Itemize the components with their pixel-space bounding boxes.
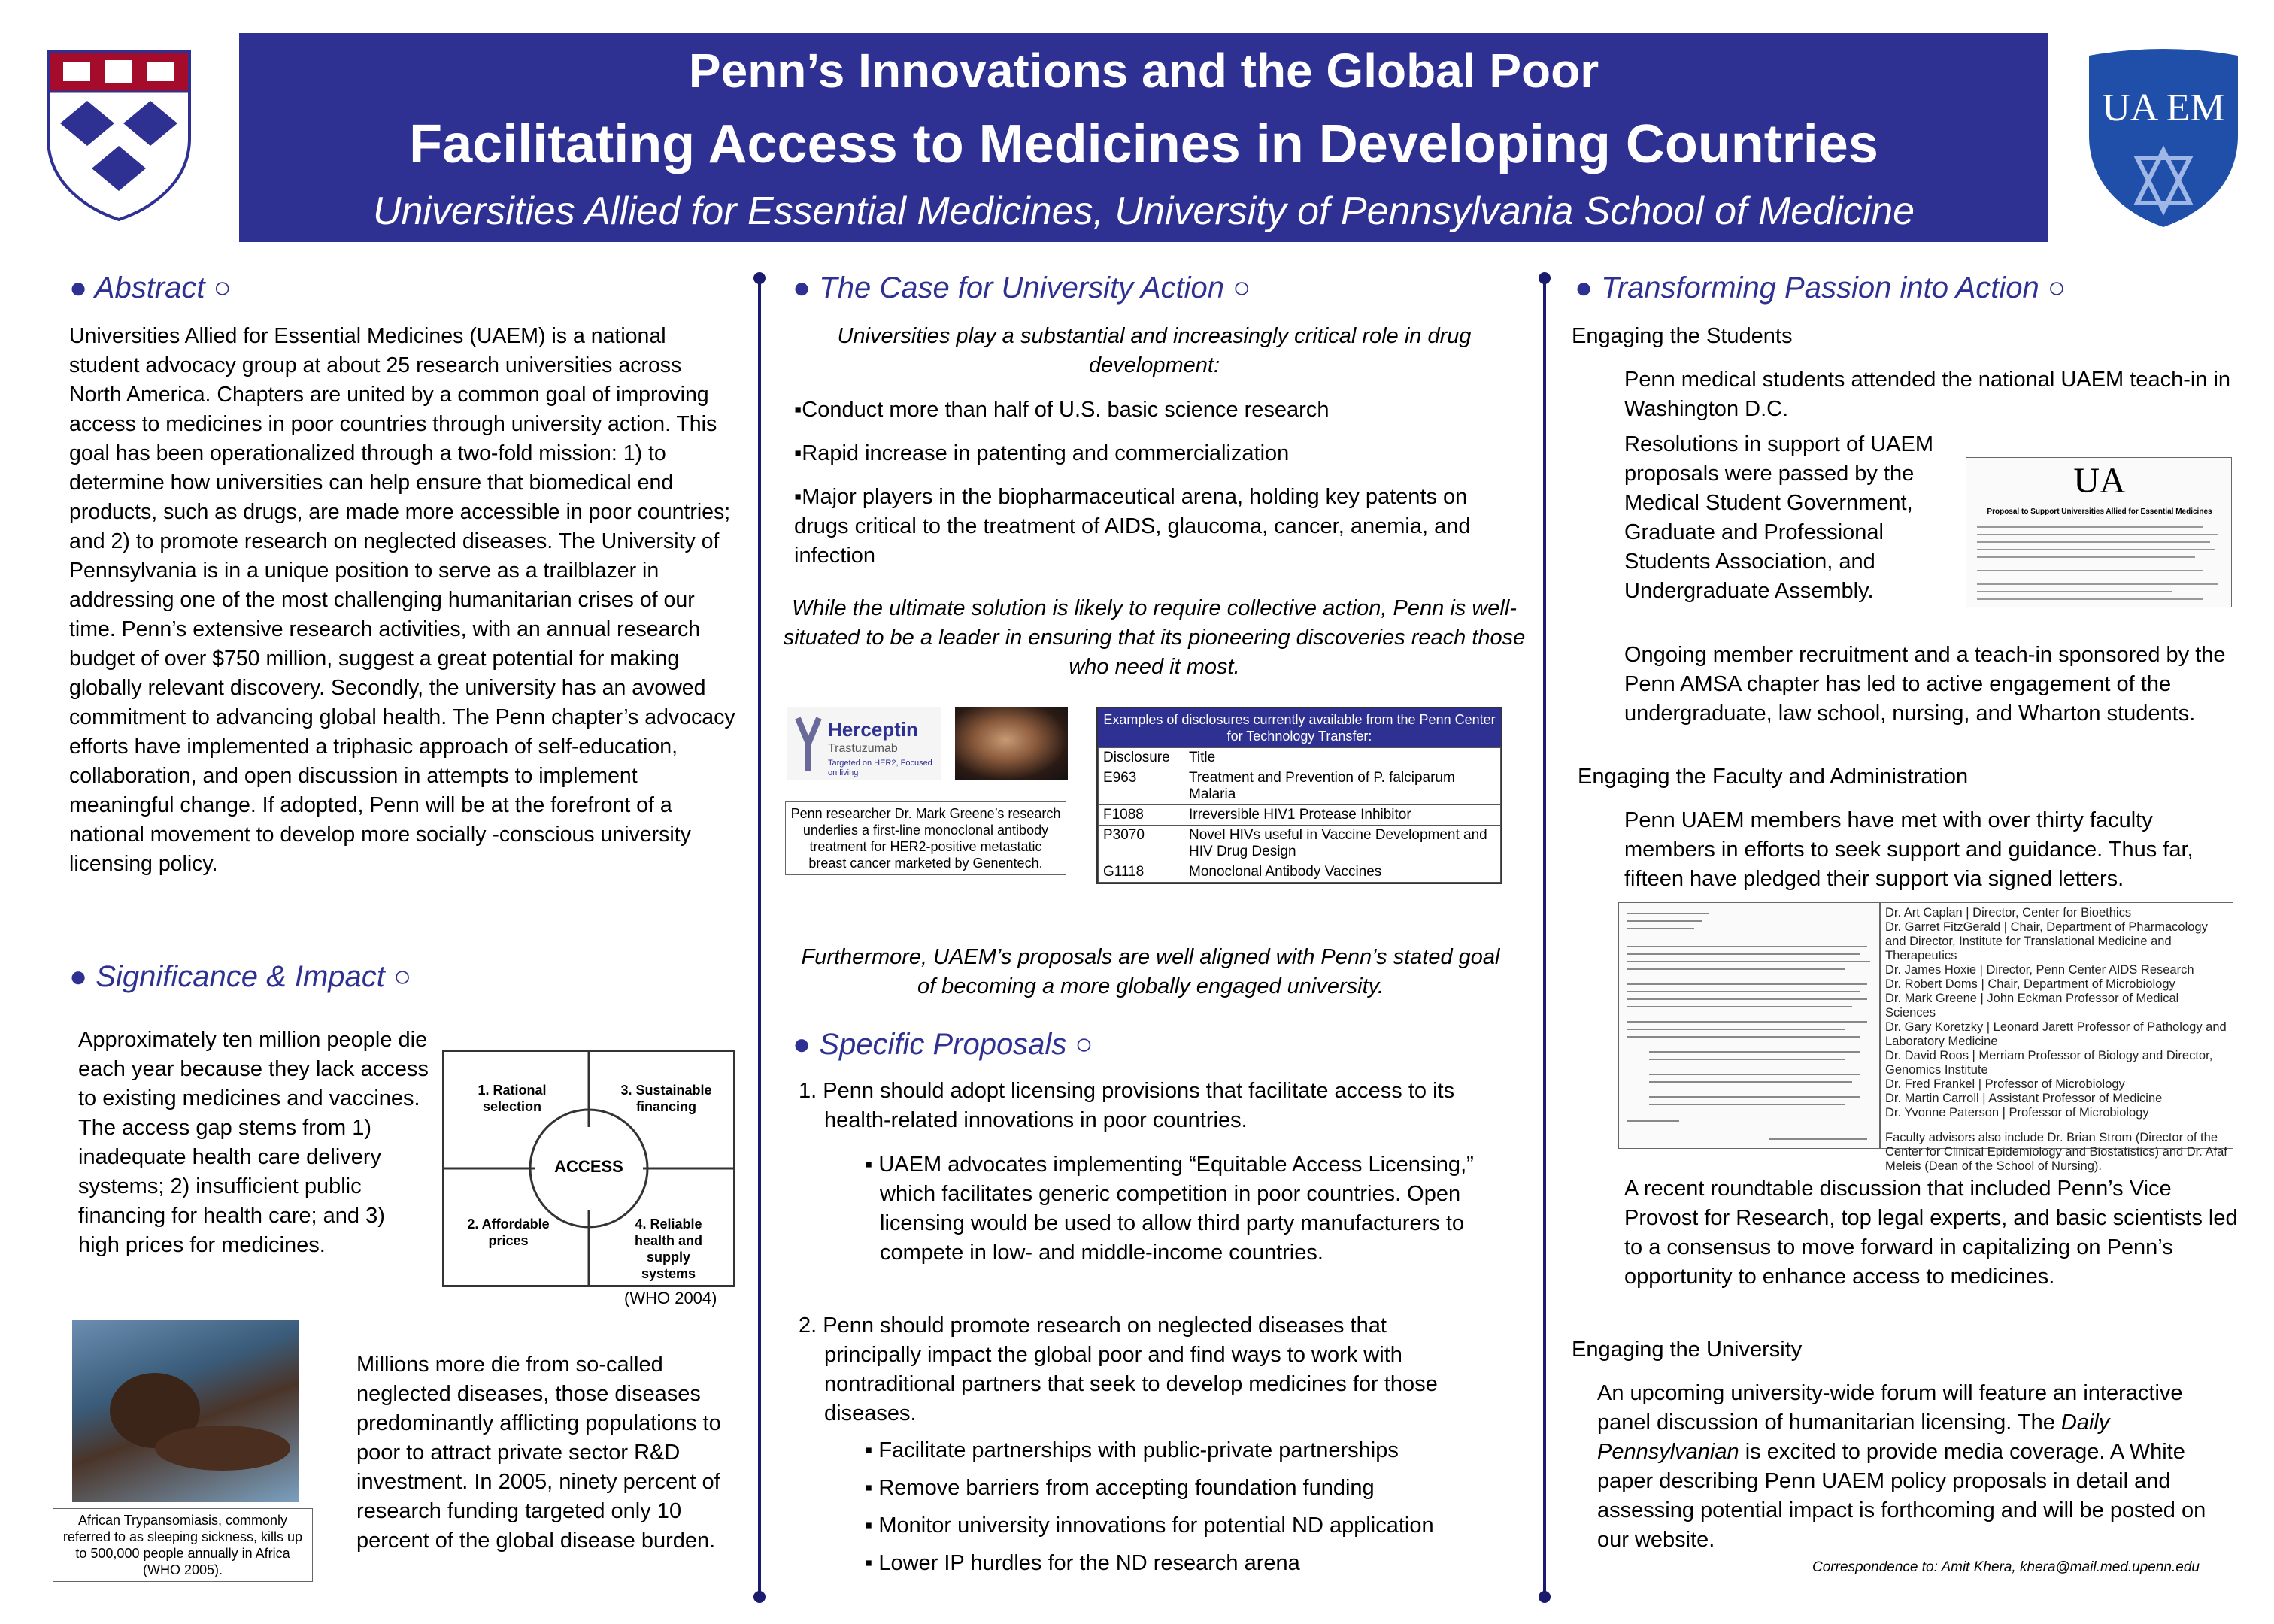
significance-para2: Millions more die from so-called neglected diseases, those diseases predominantly afflicting populations to poor to attract private sector R&D investment. In 2005, ninety percent of research funding targeted only 10 percent of the global disease burden.	[356, 1353, 721, 1553]
table-header: Title	[1184, 748, 1501, 768]
list-item: Dr. Mark Greene | John Eckman Professor of Medical Sciences	[1885, 992, 2179, 1020]
resolution-title: Proposal to Support Universities Allied for Essential Medicines	[1987, 508, 2212, 516]
greene-caption: Penn researcher Dr. Mark Greene’s research underlies a first-line monoclonal antibody treatment for HER2-positive metastatic breast cancer marketed by Genentech.	[785, 801, 1066, 875]
list-item: Dr. Fred Frankel | Professor of Microbiology	[1885, 1077, 2125, 1091]
table-row	[1099, 768, 1501, 805]
poster-byline: Universities Allied for Essential Medicines, University of Pennsylvania School of Medicine	[372, 189, 1915, 233]
proposal-2-bullet-2: ▪ Remove barriers from accepting foundation funding	[865, 1476, 1375, 1500]
case-furthermore: Furthermore, UAEM’s proposals are well aligned with Penn’s stated goal of becoming a more globally engaged university.	[801, 945, 1500, 998]
university-text-b: is excited to provide media coverage. A White paper describing Penn UAEM policy proposals in detail and assessing potential impact is forthcoming and will be posted on our website.	[1597, 1440, 2206, 1552]
list-item: Dr. David Roos | Merriam Professor of Biology and Director, Genomics Institute	[1885, 1049, 2213, 1077]
column-divider-left	[758, 278, 761, 1597]
table-cell: Monoclonal Antibody Vaccines	[1184, 862, 1501, 883]
abstract-body: Universities Allied for Essential Medicines (UAEM) is a national student advocacy group at about 25 research universities across North America. Chapters are united by a common goal of improving access to medicines in poor countries through university action. This goal has been operationalized through a two-fold mission: 1) to determine how universities can help ensure that biomedical end products, such as drugs, are made more accessible in poor countries; and 2) to promote research on neglected diseases. The University of Pennsylvania is in a unique position to serve as a trailblazer in addressing one of the most challenging humanitarian crises of our time. Penn’s extensive research activities, with an annual research budget of over $750 million, suggest a great potential for making globally relevant discovery. Secondly, the university has an avowed commitment to advancing global health. The Penn chapter’s advocacy efforts have implemented a triphasic approach of self-education, collaboration, and open discussion in attempts to implement meaningful change. If adopted, Penn will be at the forefront of a national movement to develop more socially -conscious university licensing policy.	[69, 324, 735, 876]
proposal-2-bullet-4: ▪ Lower IP hurdles for the ND research arena	[865, 1551, 1300, 1575]
case-bullet-1: ▪Conduct more than half of U.S. basic science research	[794, 398, 1330, 422]
column-divider-right	[1543, 278, 1546, 1597]
significance-para1: Approximately ten million people die each year because they lack access to existing medicines and vaccines. The access gap stems from 1) inadequate health care delivery systems; 2) insufficient public financing for health care; and 3) high prices for medicines.	[78, 1028, 429, 1257]
university-item	[1597, 1379, 2238, 1555]
significance-heading: ● Significance & Impact ○	[69, 960, 412, 993]
table-cell: Irreversible HIV1 Protease Inhibitor	[1184, 805, 1501, 826]
students-item-2: Resolutions in support of UAEM proposals were passed by the Medical Student Government, Graduate and Professional Students Association, and Undergraduate Assembly.	[1624, 432, 1934, 603]
proposals-heading: ● Specific Proposals ○	[793, 1028, 1093, 1061]
uaem-logo-text: UA EM	[2102, 86, 2225, 129]
proposal-1-bullet: ▪ UAEM advocates implementing “Equitable Access Licensing,” which facilitates generic competition in poor countries. Open licensing would be used to allow third party manufacturers to compete in low- and middle-income countries.	[865, 1153, 1474, 1265]
herceptin-logo	[787, 707, 941, 780]
list-item: Dr. James Hoxie | Director, Penn Center AIDS Research	[1885, 963, 2194, 977]
signed-letter-document	[1618, 902, 1880, 1149]
table-cell: E963	[1099, 768, 1184, 805]
table-cell: Treatment and Prevention of P. falciparum Malaria	[1184, 768, 1501, 805]
proposal-2-bullet-1: ▪ Facilitate partnerships with public-private partnerships	[865, 1438, 1399, 1462]
puzzle-piece-4: 4. Reliable health and supply systems	[634, 1216, 702, 1281]
faculty-supporters-list	[1880, 902, 2233, 1173]
resolution-logo: UA	[2073, 461, 2126, 501]
list-item: Dr. Yvonne Paterson | Professor of Microbiology	[1885, 1106, 2149, 1120]
students-item-1: Penn medical students attended the national UAEM teach-in in Washington D.C.	[1624, 368, 2231, 421]
list-item: Dr. Martin Carroll | Assistant Professor of Medicine	[1885, 1092, 2163, 1105]
disclosures-table	[1096, 707, 1502, 884]
faculty-advisors-note: Faculty advisors also include Dr. Brian Strom (Director of the Center for Clinical Epidemiology and Biostatistics) and Dr. Afaf Meleis (Dean of the School of Nursing).	[1885, 1131, 2227, 1173]
title-banner	[239, 33, 2048, 242]
table-header-row	[1099, 748, 1501, 768]
list-item: Dr. Gary Koretzky | Leonard Jarett Professor of Pathology and Laboratory Medicine	[1885, 1020, 2227, 1048]
herceptin-tagline: Targeted on HER2, Focused on living	[828, 759, 932, 777]
abstract-heading: ● Abstract ○	[69, 271, 232, 304]
faculty-item-2: A recent roundtable discussion that included Penn’s Vice Provost for Research, top legal experts, and basic scientists led to a consensus to move forward in capitalizing on Penn’s opportunity to enhance access to medicines.	[1624, 1177, 2238, 1289]
case-intro: Universities play a substantial and increasingly critical role in drug development:	[837, 324, 1472, 377]
case-bullet-2: ▪Rapid increase in patenting and commercialization	[794, 441, 1290, 465]
herceptin-brand: Herceptin	[828, 718, 918, 741]
table-cell: G1118	[1099, 862, 1184, 883]
herceptin-generic: Trastuzumab	[828, 742, 898, 755]
puzzle-center: ACCESS	[554, 1157, 623, 1176]
proposal-1: 1. Penn should adopt licensing provisions that facilitate access to its health-related innovations in poor countries.	[799, 1079, 1455, 1132]
proposal-2-bullet-3: ▪ Monitor university innovations for potential ND application	[865, 1513, 1434, 1538]
university-text-a: An upcoming university-wide forum will feature an interactive panel discussion of humanitarian licensing. The	[1597, 1381, 2183, 1435]
table-row	[1099, 862, 1501, 883]
transform-heading: ● Transforming Passion into Action ○	[1575, 271, 2066, 304]
table-cell: F1088	[1099, 805, 1184, 826]
case-conclusion: While the ultimate solution is likely to require collective action, Penn is well-situated to be a leader in ensuring that its pioneering discoveries reach those who need it most.	[783, 596, 1526, 679]
who-citation: (WHO 2004)	[624, 1289, 717, 1307]
table-cell: P3070	[1099, 826, 1184, 862]
list-item: Dr. Robert Doms | Chair, Department of Microbiology	[1885, 977, 2175, 991]
uaem-shield-logo	[2084, 45, 2242, 230]
puzzle-piece-2: 2. Affordable prices	[467, 1216, 550, 1248]
table-row	[1099, 805, 1501, 826]
table-row	[1099, 826, 1501, 862]
mark-greene-photo	[955, 707, 1068, 780]
university-subheading: Engaging the University	[1572, 1338, 1803, 1362]
table-cell: Novel HIVs useful in Vaccine Development and HIV Drug Design	[1184, 826, 1501, 862]
puzzle-piece-3: 3. Sustainable financing	[620, 1083, 712, 1114]
puzzle-piece-1: 1. Rational selection	[478, 1083, 547, 1114]
case-bullet-3: ▪Major players in the biopharmaceutical arena, holding key patents on drugs critical to the treatment of AIDS, glaucoma, cancer, anemia, and infection	[794, 485, 1471, 568]
penn-shield-logo	[45, 48, 193, 223]
sleeping-sickness-photo	[72, 1320, 299, 1502]
access-puzzle-diagram	[442, 1050, 735, 1287]
faculty-subheading: Engaging the Faculty and Administration	[1578, 765, 1969, 789]
poster-title: Penn’s Innovations and the Global Poor	[688, 44, 1599, 98]
list-item: Dr. Garret FitzGerald | Chair, Department of Pharmacology and Director, Institute for Translational Medicine and Therapeutics	[1885, 920, 2208, 962]
list-item: Dr. Art Caplan | Director, Center for Bioethics	[1885, 906, 2132, 920]
case-heading: ● The Case for University Action ○	[793, 271, 1251, 304]
faculty-item-1: Penn UAEM members have met with over thirty faculty members in efforts to seek support and guidance. Thus far, fifteen have pledged their support via signed letters.	[1624, 808, 2194, 891]
daily-pennsylvanian: Daily Pennsylvanian	[1597, 1410, 2110, 1464]
disclosures-table-title: Examples of disclosures currently available from the Penn Center for Technology Transfer:	[1098, 708, 1501, 747]
students-subheading: Engaging the Students	[1572, 324, 1793, 348]
photo-caption: African Trypansomiasis, commonly referred to as sleeping sickness, kills up to 500,000 people annually in Africa (WHO 2005).	[53, 1508, 313, 1582]
poster-subtitle: Facilitating Access to Medicines in Developing Countries	[409, 114, 1878, 174]
resolution-document	[1966, 457, 2232, 607]
students-item-3: Ongoing member recruitment and a teach-in sponsored by the Penn AMSA chapter has led to active engagement of the undergraduate, law school, nursing, and Wharton students.	[1624, 643, 2226, 726]
proposal-2: 2. Penn should promote research on neglected diseases that principally impact the global poor and find ways to work with nontraditional partners that seek to develop medicines for those diseases.	[799, 1313, 1438, 1426]
table-header: Disclosure	[1099, 748, 1184, 768]
correspondence: Correspondence to: Amit Khera, khera@mail.med.upenn.edu	[1812, 1559, 2200, 1575]
